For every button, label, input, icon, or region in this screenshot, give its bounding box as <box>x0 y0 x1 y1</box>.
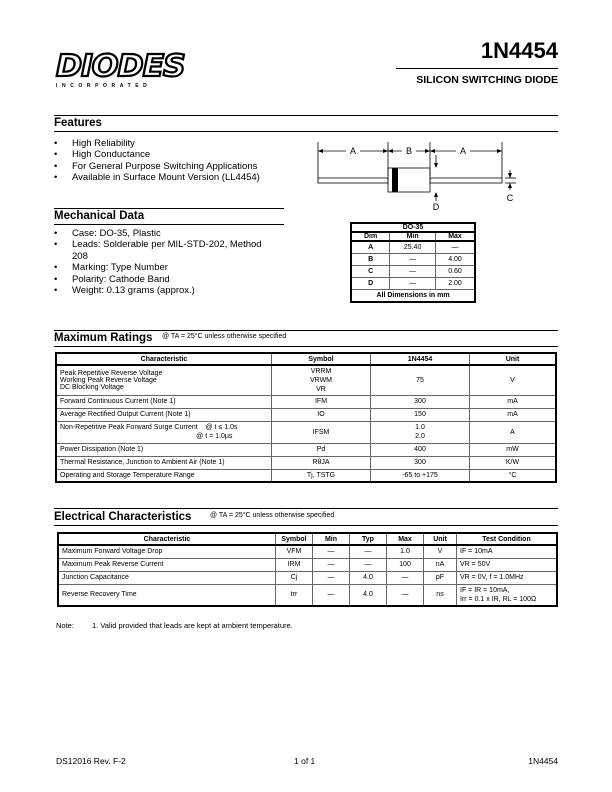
dim-label-d: D <box>432 202 440 212</box>
table-cell: — <box>390 266 436 278</box>
table-cell: — <box>313 558 350 571</box>
logo-subtext: INCORPORATED <box>56 83 152 89</box>
elec-bottom-rule <box>54 525 558 526</box>
list-item: • Polarity: Cathode Band <box>54 274 280 285</box>
electrical-table <box>57 532 558 607</box>
table-cell: IFM <box>272 395 371 408</box>
table-cell: trr <box>276 584 313 606</box>
table-cell: VR = 0V, f = 1.0MHz <box>457 571 558 584</box>
elec-header: Symbol <box>276 533 313 545</box>
table-cell: mA <box>470 408 557 421</box>
table-cell: 4.0 <box>350 584 387 606</box>
table-row <box>56 469 556 482</box>
table-cell: — <box>390 254 436 266</box>
table-row <box>56 421 556 443</box>
table-cell: Maximum Forward Voltage Drop <box>58 545 276 558</box>
table-cell: D <box>351 278 390 290</box>
ratings-header: Unit <box>470 353 557 365</box>
table-cell: VR = 50V <box>457 558 558 571</box>
table-cell: 1.0 2.0 <box>371 421 470 443</box>
table-cell: A <box>351 241 390 254</box>
elec-header: Characteristic <box>58 533 276 545</box>
dim-table-footer: All Dimensions in mm <box>351 290 475 303</box>
elec-condition: @ TA = 25°C unless otherwise specified <box>210 512 335 519</box>
table-cell: pF <box>424 571 457 584</box>
table-cell: 300 <box>371 456 470 469</box>
ratings-header: 1N4454 <box>371 353 470 365</box>
table-cell: 2.00 <box>436 278 476 290</box>
table-cell: — <box>350 558 387 571</box>
dim-table-package: DO-35 <box>351 223 475 232</box>
table-cell: 4.00 <box>436 254 476 266</box>
dim-label-a-left: A <box>349 146 357 156</box>
table-row <box>56 408 556 421</box>
table-cell: Tj, TSTG <box>272 469 371 482</box>
dim-table-header: Max <box>436 232 476 241</box>
table-cell: RθJA <box>272 456 371 469</box>
table-row <box>58 584 557 606</box>
part-subtitle: SILICON SWITCHING DIODE <box>416 74 558 86</box>
table-cell: Average Rectified Output Current (Note 1) <box>56 408 272 421</box>
list-item: • Leads: Solderable per MIL-STD-202, Method 208 <box>54 239 280 262</box>
table-cell: ns <box>424 584 457 606</box>
note-text: 1. Valid provided that leads are kept at ambient temperature. <box>92 621 293 630</box>
table-row <box>351 266 475 278</box>
footer-part: 1N4454 <box>528 756 558 766</box>
dim-label-a-right: A <box>459 146 467 156</box>
do35-package-diagram <box>310 138 522 214</box>
table-cell: — <box>313 545 350 558</box>
table-cell: Maximum Peak Reverse Current <box>58 558 276 571</box>
ratings-top-rule <box>54 330 558 331</box>
table-cell: C <box>351 266 390 278</box>
footer-page: 1 of 1 <box>294 756 316 766</box>
note-label: Note: <box>56 621 74 630</box>
table-cell: Non-Repetitive Peak Forward Surge Current @ t ≤ 1.0s @ t = 1.0µs <box>56 421 272 443</box>
table-row <box>56 365 556 395</box>
mechanical-bottom-rule <box>54 224 284 225</box>
table-cell: IF = 10mA <box>457 545 558 558</box>
mechanical-title: Mechanical Data <box>54 210 145 222</box>
table-row <box>56 395 556 408</box>
table-cell: — <box>436 241 476 254</box>
table-cell: Reverse Recovery Time <box>58 584 276 606</box>
dim-table-header: Dim <box>351 232 390 241</box>
table-cell: 150 <box>371 408 470 421</box>
table-row <box>58 571 557 584</box>
table-cell: -65 to +175 <box>371 469 470 482</box>
ratings-header: Characteristic <box>56 353 272 365</box>
table-cell: — <box>387 584 424 606</box>
table-cell: B <box>351 254 390 266</box>
features-title: Features <box>54 117 102 129</box>
table-cell: 300 <box>371 395 470 408</box>
table-cell: — <box>350 545 387 558</box>
ratings-title: Maximum Ratings <box>54 332 153 344</box>
table-cell: 0.60 <box>436 266 476 278</box>
table-row <box>56 456 556 469</box>
table-cell: Thermal Resistance, Junction to Ambient Air (Note 1) <box>56 456 272 469</box>
table-cell: Junction Capacitance <box>58 571 276 584</box>
table-cell: V <box>424 545 457 558</box>
list-item: • Weight: 0.13 grams (approx.) <box>54 285 280 296</box>
diodes-logo <box>56 49 190 89</box>
table-cell: Forward Continuous Current (Note 1) <box>56 395 272 408</box>
table-cell: 400 <box>371 443 470 456</box>
table-cell: 4.0 <box>350 571 387 584</box>
ratings-bottom-rule <box>54 346 558 347</box>
dim-table-header: Min <box>390 232 436 241</box>
table-cell: 75 <box>371 365 470 395</box>
table-row <box>351 278 475 290</box>
list-item: • High Conductance <box>54 149 284 160</box>
table-cell: — <box>313 571 350 584</box>
list-item: • Available in Surface Mount Version (LL4454) <box>54 172 284 183</box>
features-list <box>54 138 284 184</box>
table-row <box>351 241 475 254</box>
table-cell: IFSM <box>272 421 371 443</box>
table-cell: Cj <box>276 571 313 584</box>
dim-label-c: C <box>506 193 514 203</box>
table-cell: °C <box>470 469 557 482</box>
table-cell: mW <box>470 443 557 456</box>
mechanical-top-rule <box>54 208 284 209</box>
table-cell: nA <box>424 558 457 571</box>
ratings-header: Symbol <box>272 353 371 365</box>
dimensions-table <box>350 222 476 303</box>
table-row <box>56 443 556 456</box>
mechanical-list <box>54 228 280 296</box>
table-row <box>58 558 557 571</box>
elec-header: Test Condition <box>457 533 558 545</box>
table-cell: 100 <box>387 558 424 571</box>
table-cell: Operating and Storage Temperature Range <box>56 469 272 482</box>
table-cell: A <box>470 421 557 443</box>
dim-label-b: B <box>405 146 413 156</box>
table-cell: IF = IR = 10mA, Irr = 0.1 x IR, RL = 100Ω <box>457 584 558 606</box>
elec-title: Electrical Characteristics <box>54 511 192 523</box>
ratings-condition: @ TA = 25°C unless otherwise specified <box>162 333 287 340</box>
table-cell: K/W <box>470 456 557 469</box>
list-item: • For General Purpose Switching Applications <box>54 161 284 172</box>
footer-doc-id: DS12016 Rev. F-2 <box>56 756 126 766</box>
table-cell: mA <box>470 395 557 408</box>
table-cell: VRRM VRWM VR <box>272 365 371 395</box>
elec-header: Max <box>387 533 424 545</box>
table-cell: IRM <box>276 558 313 571</box>
table-row <box>351 254 475 266</box>
table-cell: Pd <box>272 443 371 456</box>
title-rule <box>396 68 558 69</box>
list-item: • Case: DO-35, Plastic <box>54 228 280 239</box>
elec-header: Min <box>313 533 350 545</box>
elec-header: Unit <box>424 533 457 545</box>
table-cell: 1.0 <box>387 545 424 558</box>
max-ratings-table <box>55 352 557 483</box>
table-cell: Peak Repetitive Reverse Voltage Working Peak Reverse Voltage DC Blocking Voltage <box>56 365 272 395</box>
table-cell: VFM <box>276 545 313 558</box>
features-bottom-rule <box>54 131 558 132</box>
part-number: 1N4454 <box>480 38 558 63</box>
list-item: • High Reliability <box>54 138 284 149</box>
table-cell: 25.40 <box>390 241 436 254</box>
table-cell: IO <box>272 408 371 421</box>
table-cell: — <box>313 584 350 606</box>
elec-header: Typ <box>350 533 387 545</box>
table-cell: — <box>387 571 424 584</box>
table-cell: Power Dissipation (Note 1) <box>56 443 272 456</box>
table-row <box>58 545 557 558</box>
logo-wordmark: DIODES <box>56 49 185 84</box>
features-top-rule <box>54 115 558 116</box>
list-item: • Marking: Type Number <box>54 262 280 273</box>
elec-top-rule <box>54 508 558 509</box>
table-cell: V <box>470 365 557 395</box>
table-cell: — <box>390 278 436 290</box>
